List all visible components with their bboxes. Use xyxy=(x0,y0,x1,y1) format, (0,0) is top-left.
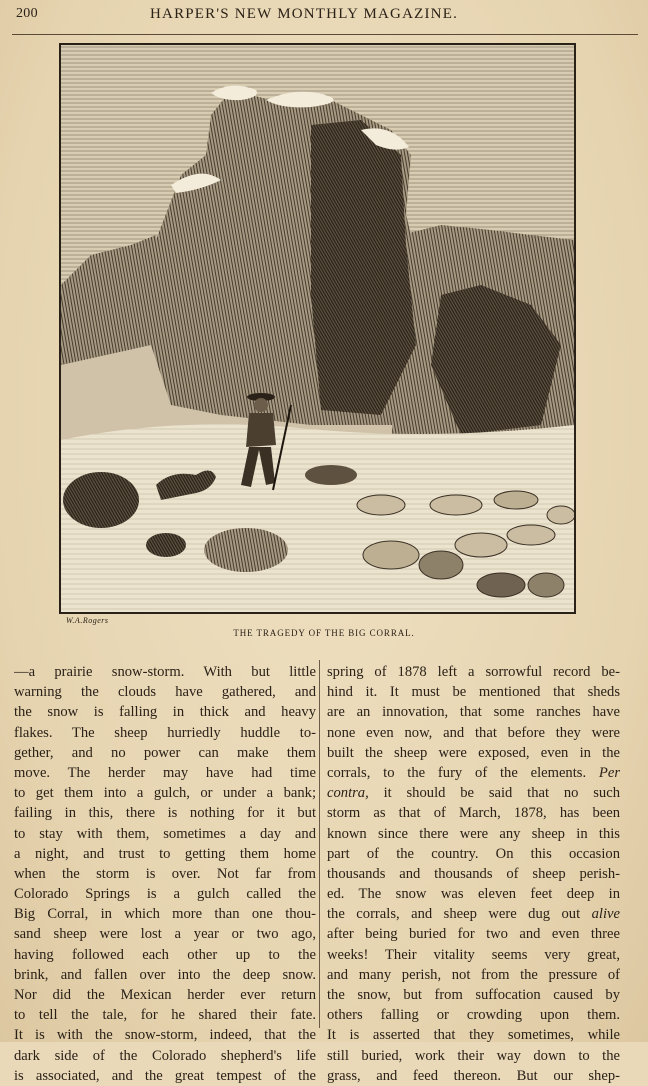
text-line: when the storm is over. Not far from xyxy=(14,865,316,882)
boulder xyxy=(63,472,139,528)
text-line: storm as that of March, 1878, has been xyxy=(327,805,620,822)
italic-text: alive xyxy=(591,906,620,923)
text-line: still buried, work their way down to the xyxy=(327,1047,620,1064)
text-line: Nor did the Mexican herder ever return xyxy=(14,987,316,1003)
text-line: to stay with them, sometimes a day and xyxy=(14,825,316,842)
text-line: It is asserted that they sometimes, while xyxy=(327,1027,620,1044)
text-line: brink, and fallen over into the deep snow. xyxy=(14,966,316,983)
text-line: thousands and thousands of sheep perish- xyxy=(327,865,620,882)
text-line: —a prairie snow-storm. With but little xyxy=(14,664,316,680)
boulder xyxy=(204,528,288,572)
italic-text: contra, xyxy=(327,785,369,802)
text-line xyxy=(327,904,620,924)
text-line: hind it. It must be mentioned that sheds xyxy=(327,684,620,701)
text-line: the snow, but from suffocation caused by xyxy=(327,987,620,1003)
page-number: 200 xyxy=(16,6,38,21)
text-line: dark side of the Colorado shepherd's life xyxy=(14,1047,316,1064)
text-line: none even now, and that before they were xyxy=(327,724,620,741)
text-line: flakes. The sheep hurriedly huddle to- xyxy=(14,724,316,741)
text-line: gether, and no power can make them xyxy=(14,744,316,761)
text-line: warning the clouds have gathered, and xyxy=(14,684,316,701)
text-line: part of the country. On this occasion xyxy=(327,845,620,862)
engraving-svg xyxy=(61,45,574,612)
left-column xyxy=(14,662,316,1086)
italic-text: Per xyxy=(598,764,620,781)
text-line: move. The herder may have had time xyxy=(14,764,316,781)
text-line: Big Corral, in which more than one thou- xyxy=(14,906,316,923)
artist-signature: W.A.Rogers xyxy=(66,616,109,625)
text-line xyxy=(327,763,620,783)
column-divider xyxy=(319,660,320,1028)
engraving-illustration xyxy=(59,43,576,614)
text-fragment: corrals, to the fury of the elements. xyxy=(327,764,587,781)
page-header xyxy=(0,6,648,30)
right-column xyxy=(327,662,620,1086)
text-line: is associated, and the great tempest of the xyxy=(14,1067,316,1084)
text-line: having followed each other up to the xyxy=(14,946,316,963)
text-line: weeks! Their vitality seems very great, xyxy=(327,946,620,963)
running-title: HARPER'S NEW MONTHLY MAGAZINE. xyxy=(150,6,459,22)
text-line: to tell the tale, for he shared their fate. xyxy=(14,1007,316,1024)
text-line: known since there were any sheep in this xyxy=(327,825,620,842)
header-rule xyxy=(12,34,638,35)
text-line: It is with the snow-storm, indeed, that the xyxy=(14,1027,316,1044)
rock-tower-shadow xyxy=(311,120,416,415)
text-line: others falling or crowding upon them. xyxy=(327,1007,620,1024)
illustration-caption: THE TRAGEDY OF THE BIG CORRAL. xyxy=(233,628,415,638)
text-line: spring of 1878 left a sorrowful record be- xyxy=(327,664,620,680)
text-line: a night, and trust to getting them home xyxy=(14,845,316,862)
text-line: Colorado Springs is a gulch called the xyxy=(14,886,316,903)
text-fragment: it should be said that no such xyxy=(383,785,620,802)
text-line: sand sheep were lost a year or two ago, xyxy=(14,926,316,943)
text-fragment: the corrals, and sheep were dug out xyxy=(327,906,581,923)
text-line: failing in this, there is nothing for it but xyxy=(14,805,316,822)
text-line: grass, and feed thereon. But our shep- xyxy=(327,1067,620,1084)
text-line xyxy=(327,783,620,803)
text-line: are an innovation, that some ranches have xyxy=(327,704,620,721)
boulder xyxy=(146,533,186,557)
text-line: to get them into a gulch, or under a bank; xyxy=(14,785,316,802)
text-line: the snow is falling in thick and heavy xyxy=(14,704,316,721)
text-line: after being buried for two and even three xyxy=(327,926,620,943)
text-line: ed. The snow was eleven feet deep in xyxy=(327,886,620,903)
text-line: and many perish, not from the pressure of xyxy=(327,966,620,983)
text-line: built the sheep were exposed, even in the xyxy=(327,744,620,761)
